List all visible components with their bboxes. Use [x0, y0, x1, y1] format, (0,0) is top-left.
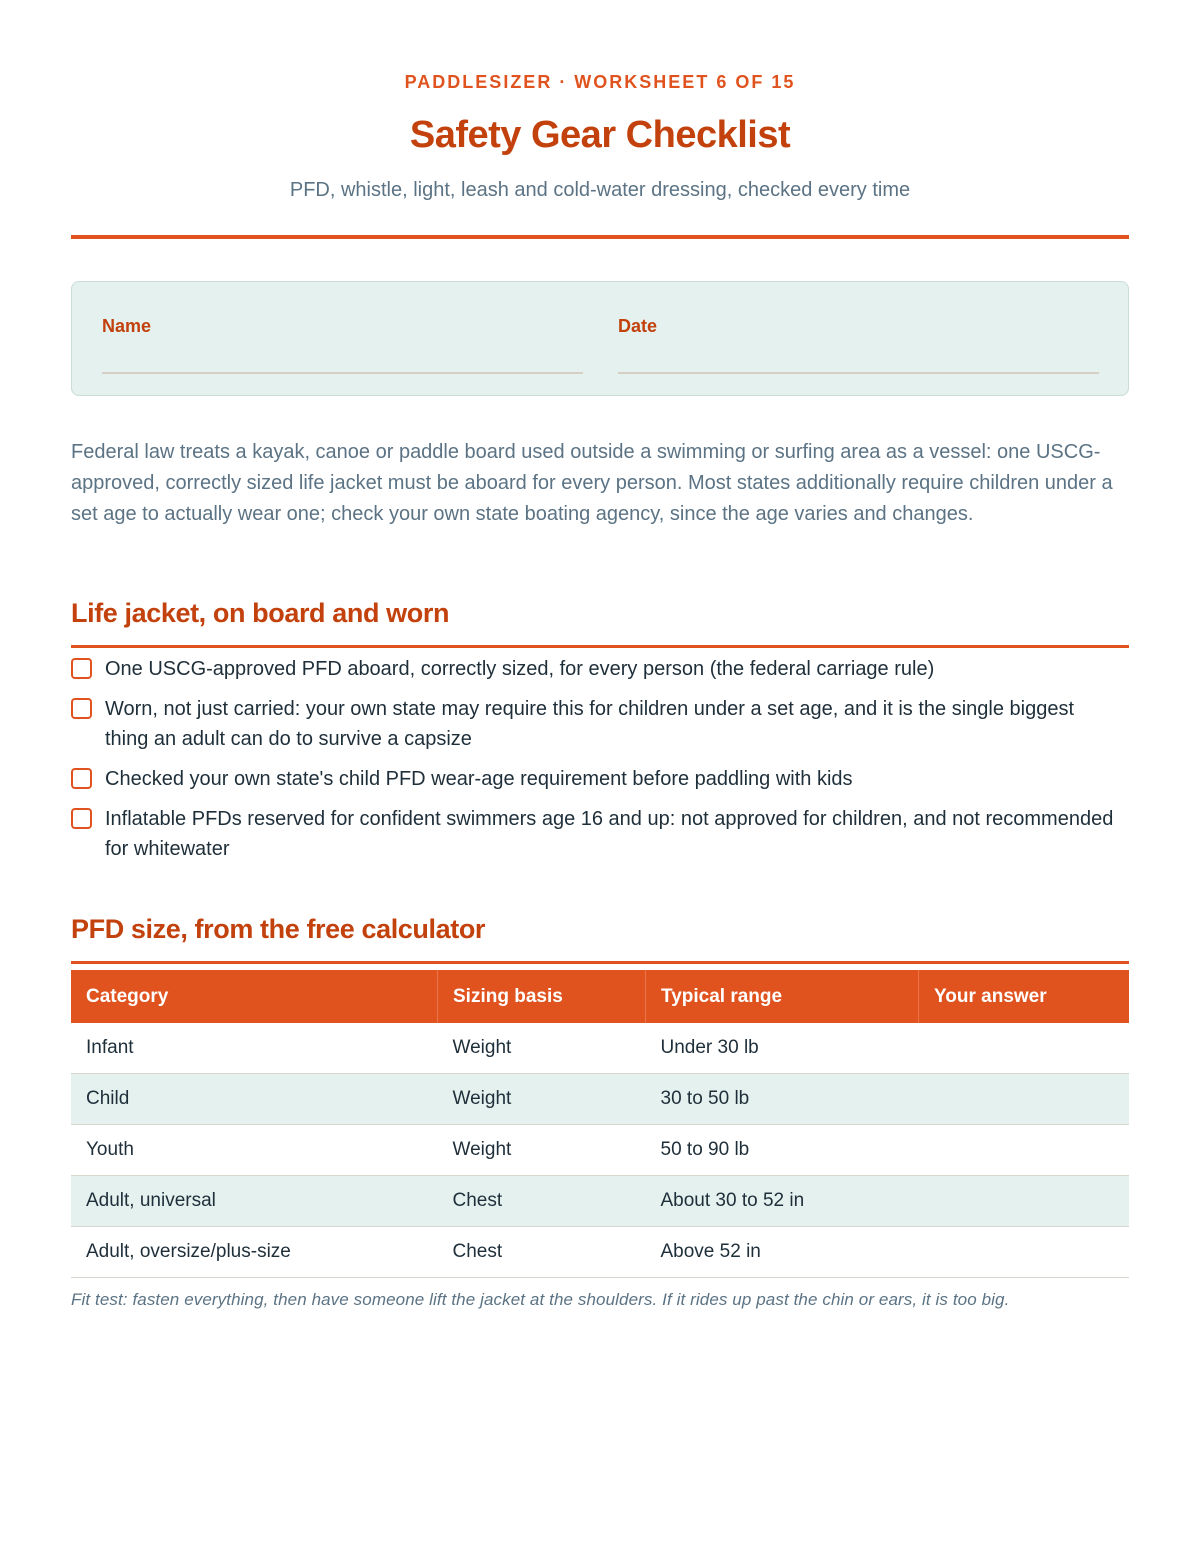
checklist-item-text: One USCG-approved PFD aboard, correctly sized, for every person (the federal carriage rule) — [105, 658, 935, 680]
checklist-item — [71, 804, 1121, 864]
pfd-size-table — [71, 970, 1129, 1278]
date-field-label: Date — [618, 316, 658, 336]
header-divider — [71, 235, 1129, 239]
table-header-row — [71, 970, 1129, 1023]
checklist-item-text: Checked your own state's child PFD wear-age requirement before paddling with kids — [105, 768, 853, 790]
intro-paragraph: Federal law treats a kayak, canoe or paddle board used outside a swimming or surfing area as a vessel: one USCG-approved, correctly sized life jacket must be aboard for every person. Most states additionally require children under a set age to actually wear one; check your own state boating agency, since the age varies and changes. — [71, 441, 1113, 525]
checkbox[interactable] — [71, 698, 92, 719]
fit-test-footnote: Fit test: fasten everything, then have someone lift the jacket at the shoulders. If it rides up past the chin or ears, it is too big. — [71, 1290, 1010, 1309]
cell-typical-range: Under 30 lb — [646, 1023, 919, 1074]
cell-your-answer[interactable] — [919, 1125, 1130, 1176]
life-jacket-section-divider — [71, 645, 1129, 648]
checklist-item-text: Worn, not just carried: your own state may require this for children under a set age, and it is the single biggest thing an adult can do to survive a capsize — [105, 698, 1075, 750]
column-header-your-answer: Your answer — [919, 970, 1130, 1023]
checkbox[interactable] — [71, 658, 92, 679]
table-row — [71, 1125, 1129, 1176]
life-jacket-checklist — [71, 654, 1121, 874]
cell-category: Infant — [71, 1023, 438, 1074]
checklist-item — [71, 654, 1121, 684]
checkbox[interactable] — [71, 768, 92, 789]
checklist-item — [71, 694, 1121, 754]
column-header-category: Category — [71, 970, 438, 1023]
column-header-typical-range: Typical range — [646, 970, 919, 1023]
checklist-item — [71, 764, 1121, 794]
date-field[interactable] — [618, 316, 1099, 337]
cell-typical-range: 30 to 50 lb — [646, 1074, 919, 1125]
cell-sizing-basis: Weight — [438, 1023, 646, 1074]
cell-category: Adult, universal — [71, 1176, 438, 1227]
name-field-line[interactable] — [102, 372, 583, 374]
cell-your-answer[interactable] — [919, 1176, 1130, 1227]
cell-sizing-basis: Chest — [438, 1227, 646, 1278]
worksheet-kicker: PADDLESIZER · WORKSHEET 6 OF 15 — [404, 72, 796, 92]
cell-sizing-basis: Weight — [438, 1125, 646, 1176]
page-title: Safety Gear Checklist — [409, 114, 791, 156]
table-row — [71, 1023, 1129, 1074]
page-subtitle: PFD, whistle, light, leash and cold-water dressing, checked every time — [289, 179, 911, 201]
cell-typical-range: Above 52 in — [646, 1227, 919, 1278]
checkbox[interactable] — [71, 808, 92, 829]
cell-your-answer[interactable] — [919, 1227, 1130, 1278]
name-field-label: Name — [102, 316, 152, 336]
name-date-box — [71, 281, 1129, 396]
cell-typical-range: About 30 to 52 in — [646, 1176, 919, 1227]
cell-category: Child — [71, 1074, 438, 1125]
name-field[interactable] — [102, 316, 583, 337]
cell-sizing-basis: Weight — [438, 1074, 646, 1125]
cell-your-answer[interactable] — [919, 1074, 1130, 1125]
checklist-item-text: Inflatable PFDs reserved for confident swimmers age 16 and up: not approved for children, and not recommended for whitewater — [105, 808, 1114, 860]
cell-sizing-basis: Chest — [438, 1176, 646, 1227]
pfd-size-section-divider — [71, 961, 1129, 964]
cell-category: Youth — [71, 1125, 438, 1176]
life-jacket-section-title: Life jacket, on board and worn — [71, 598, 450, 628]
date-field-line[interactable] — [618, 372, 1099, 374]
cell-category: Adult, oversize/plus-size — [71, 1227, 438, 1278]
cell-your-answer[interactable] — [919, 1023, 1130, 1074]
table-row — [71, 1176, 1129, 1227]
column-header-sizing-basis: Sizing basis — [438, 970, 646, 1023]
cell-typical-range: 50 to 90 lb — [646, 1125, 919, 1176]
table-row — [71, 1227, 1129, 1278]
pfd-size-section-title: PFD size, from the free calculator — [71, 914, 486, 944]
table-row — [71, 1074, 1129, 1125]
